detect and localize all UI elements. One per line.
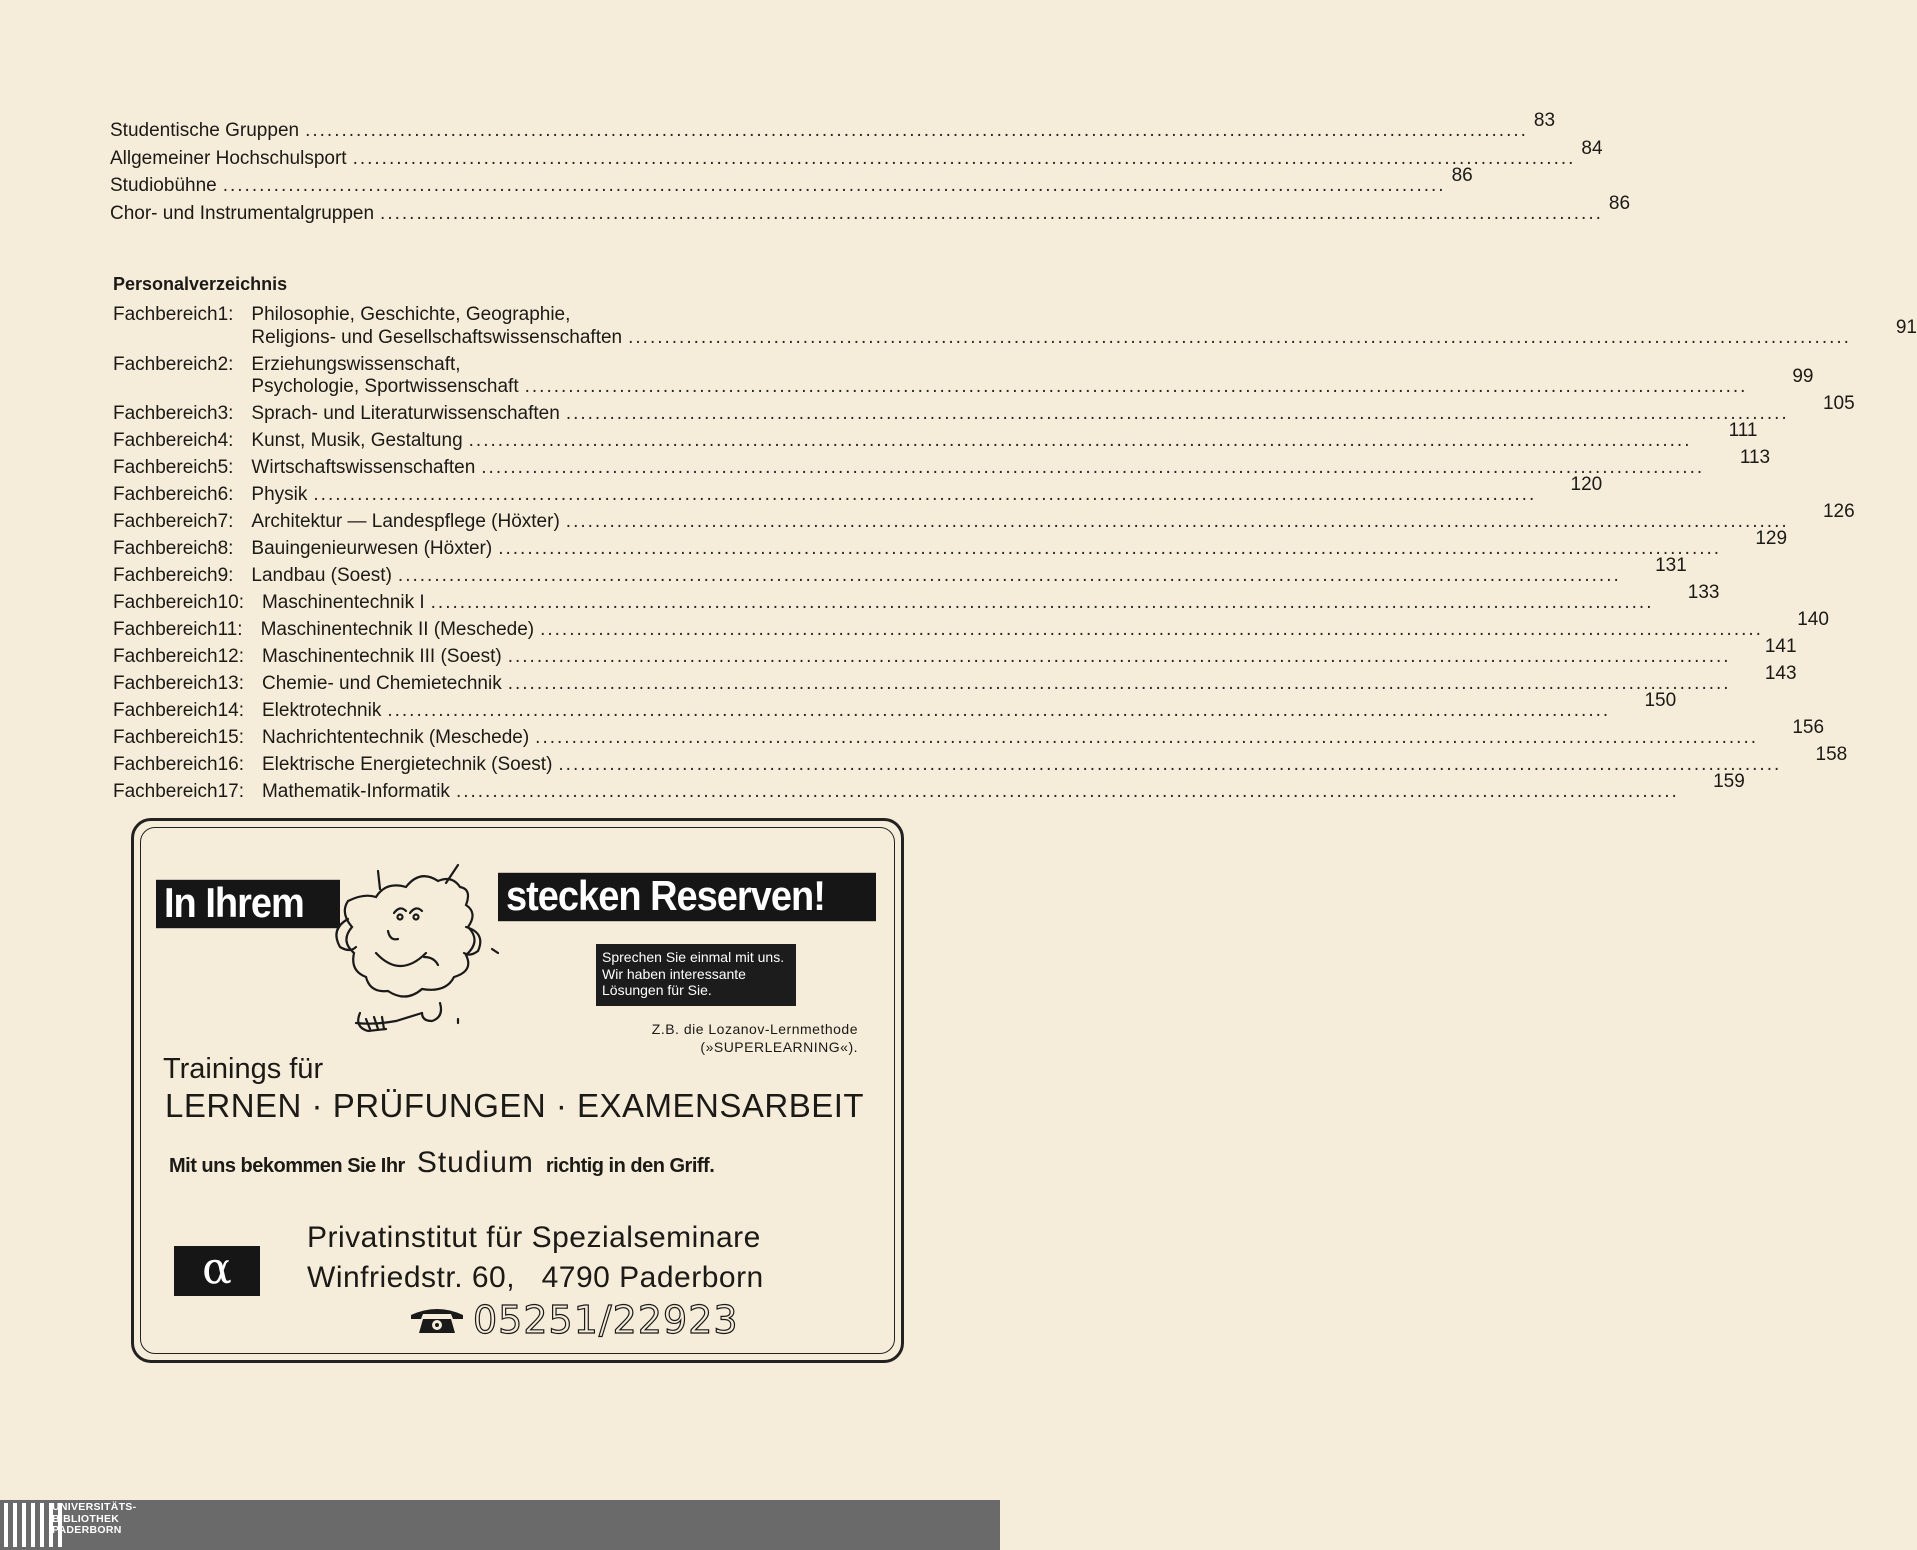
faculty-number: 8: [217, 538, 234, 559]
cartoon-head-illustration [326, 853, 501, 1038]
dot-leader [305, 120, 1528, 142]
dot-leader [508, 673, 1731, 695]
dot-leader [558, 754, 1781, 776]
faculty-entry [113, 474, 1603, 507]
faculty-number: 15: [217, 727, 244, 748]
faculty-entry [113, 528, 1788, 561]
faculty-label: Fachbereich [113, 403, 218, 424]
faculty-title: Nachrichtentechnik (Meschede) [261, 727, 530, 748]
faculty-entry [113, 304, 1917, 349]
faculty-number: 4: [217, 430, 234, 451]
faculty-entry [113, 663, 1797, 696]
institute-name: Privatinstitut für Spezialseminare [307, 1221, 761, 1254]
slogan-part: Mit uns bekommen Sie Ihr [169, 1155, 405, 1177]
faculty-page: 113 [1739, 447, 1771, 468]
faculty-label: Fachbereich [113, 565, 218, 586]
faculty-label: Fachbereich [113, 781, 218, 802]
faculty-label: Fachbereich [113, 511, 218, 532]
faculty-title: Philosophie, Geschichte, Geographie, [251, 304, 571, 325]
headline-right: stecken Reserven! [498, 873, 876, 921]
faculty-entry [113, 393, 1855, 426]
faculty-label: Fachbereich [113, 619, 218, 640]
faculty-page: 141 [1764, 636, 1797, 657]
faculty-page: 156 [1792, 717, 1825, 738]
faculty-page: 111 [1728, 420, 1758, 441]
faculty-title: Elektrische Energietechnik (Soest) [261, 754, 553, 775]
dot-leader [313, 484, 1536, 506]
advertisement-inner-border [140, 827, 895, 1354]
institute-address: Winfriedstr. 60, 4790 Paderborn [307, 1261, 764, 1294]
faculty-entry [113, 636, 1797, 669]
dot-leader [469, 430, 1692, 452]
toc-entry [110, 165, 1473, 203]
faculty-entry [113, 420, 1758, 453]
alpha-logo: α [174, 1246, 260, 1296]
toc-entry [110, 192, 1631, 231]
faculty-label: Fachbereich [113, 304, 218, 325]
dot-leader [380, 203, 1603, 225]
dot-leader [431, 592, 1654, 614]
faculty-label: Fachbereich [113, 538, 218, 559]
faculty-entry [113, 555, 1687, 588]
faculty-entry [113, 717, 1825, 750]
faculty-entry [113, 353, 1814, 399]
dot-leader [481, 457, 1704, 479]
phone-row [409, 1298, 739, 1342]
faculty-number: 14: [217, 700, 244, 721]
toc-top [110, 110, 1631, 230]
headline-left: In Ihrem [156, 880, 340, 928]
faculty-title: Architektur — Landespflege (Höxter) [251, 511, 560, 532]
faculty-entry [113, 609, 1829, 642]
dot-leader [566, 511, 1789, 533]
dot-leader [540, 619, 1763, 641]
faculty-label: Fachbereich [113, 353, 218, 375]
faculty-entry [113, 447, 1771, 480]
faculty-page: 105 [1822, 393, 1855, 414]
method-note-line: Z.B. die Lozanov-Lernmethode [651, 1021, 858, 1037]
faculty-entry [113, 744, 1848, 777]
faculty-entry [113, 501, 1855, 534]
library-logo-text [52, 1502, 136, 1537]
toc-entry-page: 84 [1581, 137, 1603, 159]
faculty-title: Wirtschaftswissenschaften [251, 457, 476, 478]
faculty-title: Erziehungswissenschaft, [251, 353, 461, 375]
faculty-number: 9: [217, 565, 234, 586]
faculty-label: Fachbereich [113, 754, 218, 775]
advertisement [131, 818, 904, 1363]
faculty-label: Fachbereich [113, 592, 218, 613]
toc-entry-label: Studiobühne [110, 175, 217, 196]
dot-leader [398, 565, 1621, 587]
toc-entry-page: 83 [1533, 110, 1556, 131]
library-logo-line: PADERBORN [52, 1524, 122, 1536]
faculty-page: 150 [1644, 690, 1677, 711]
dot-leader [223, 175, 1446, 197]
faculty-number: 11: [217, 619, 243, 640]
faculty-title: Religions- und Gesellschaftswissenschaften [251, 326, 623, 348]
faculty-title: Sprach- und Literaturwissenschaften [251, 403, 560, 424]
dot-leader [535, 727, 1758, 749]
faculty-title: Bauingenieurwesen (Höxter) [251, 538, 493, 559]
library-logo-line: BIBLIOTHEK [52, 1512, 120, 1525]
faculty-number: 12: [217, 646, 244, 667]
faculty-page: 140 [1797, 609, 1829, 630]
faculty-title: Mathematik-Informatik [261, 781, 450, 802]
slogan-part: richtig in den Griff. [545, 1155, 715, 1177]
faculty-title: Elektrotechnik [261, 700, 382, 721]
faculty-entry [113, 771, 1745, 804]
faculty-title: Maschinentechnik I [261, 592, 425, 613]
faculty-title: Chemie- und Chemietechnik [261, 673, 502, 694]
faculty-number: 17: [217, 781, 244, 802]
faculty-title: Kunst, Musik, Gestaltung [251, 430, 463, 451]
faculty-page: 131 [1655, 555, 1687, 576]
faculty-number: 16: [217, 754, 244, 775]
faculty-label: Fachbereich [113, 484, 218, 505]
faculty-title: Maschinentechnik III (Soest) [261, 646, 502, 667]
faculty-label: Fachbereich [113, 700, 218, 721]
dot-leader [628, 327, 1851, 349]
faculty-number: 13: [217, 673, 244, 694]
method-note-line: (»SUPERLEARNING«). [700, 1039, 858, 1055]
faculty-page: 126 [1822, 501, 1855, 522]
dot-leader [498, 538, 1721, 560]
phone-number: 05251/22923 [473, 1298, 739, 1342]
dot-leader [508, 646, 1731, 668]
faculty-number: 5: [217, 457, 234, 478]
faculty-label: Fachbereich [113, 430, 218, 451]
faculty-number: 7: [217, 511, 234, 532]
faculty-label: Fachbereich [113, 673, 218, 694]
dot-leader [387, 700, 1610, 722]
toc-entry [110, 110, 1556, 148]
toc-entry-page: 86 [1451, 165, 1473, 186]
faculty-page: 91 [1895, 316, 1917, 338]
library-logo-line: UNIVERSITÄTS- [52, 1501, 137, 1513]
faculty-number: 3: [217, 403, 234, 424]
faculty-title: Psychologie, Sportwissenschaft [251, 376, 519, 397]
faculty-title: Maschinentechnik II (Meschede) [260, 619, 535, 640]
method-note [596, 1020, 858, 1056]
faculty-number: 6: [217, 484, 234, 505]
toc-entry-label: Allgemeiner Hochschulsport [110, 147, 347, 169]
faculty-title: Physik [251, 484, 308, 505]
faculty-page: 120 [1570, 474, 1603, 495]
dot-leader [456, 781, 1679, 803]
trainings-heading: Trainings für [163, 1053, 324, 1085]
training-topics: LERNEN · PRÜFUNGEN · EXAMENSARBEIT [165, 1087, 865, 1124]
faculty-entry [113, 582, 1720, 615]
faculty-list [113, 304, 1917, 808]
faculty-label: Fachbereich [113, 457, 218, 478]
dot-leader [525, 376, 1748, 398]
faculty-entry [113, 690, 1677, 723]
section-title: Personalverzeichnis [113, 274, 288, 294]
info-box: Sprechen Sie einmal mit uns. Wir haben interessante Lösungen für Sie. [596, 944, 796, 1006]
faculty-page: 99 [1792, 366, 1814, 387]
toc-entry-label: Chor- und Instrumentalgruppen [110, 202, 375, 224]
faculty-title: Landbau (Soest) [251, 565, 392, 586]
faculty-page: 133 [1687, 582, 1720, 603]
faculty-page: 143 [1764, 663, 1797, 684]
faculty-label: Fachbereich [113, 727, 218, 748]
dot-leader [566, 403, 1789, 425]
faculty-number: 10: [217, 592, 244, 613]
dot-leader [353, 148, 1576, 170]
telephone-icon [409, 1305, 465, 1335]
institute-block [307, 1218, 764, 1298]
faculty-label: Fachbereich [113, 646, 218, 667]
faculty-page: 129 [1755, 528, 1788, 549]
faculty-number: 1: [217, 304, 234, 325]
faculty-page: 158 [1815, 744, 1848, 765]
toc-entry-label: Studentische Gruppen [110, 120, 300, 141]
slogan [169, 1146, 714, 1180]
faculty-page: 159 [1713, 771, 1745, 792]
slogan-keyword: Studium [416, 1146, 534, 1179]
library-footer [0, 1500, 1000, 1550]
toc-entry-page: 86 [1608, 192, 1631, 214]
faculty-number: 2: [217, 353, 234, 375]
